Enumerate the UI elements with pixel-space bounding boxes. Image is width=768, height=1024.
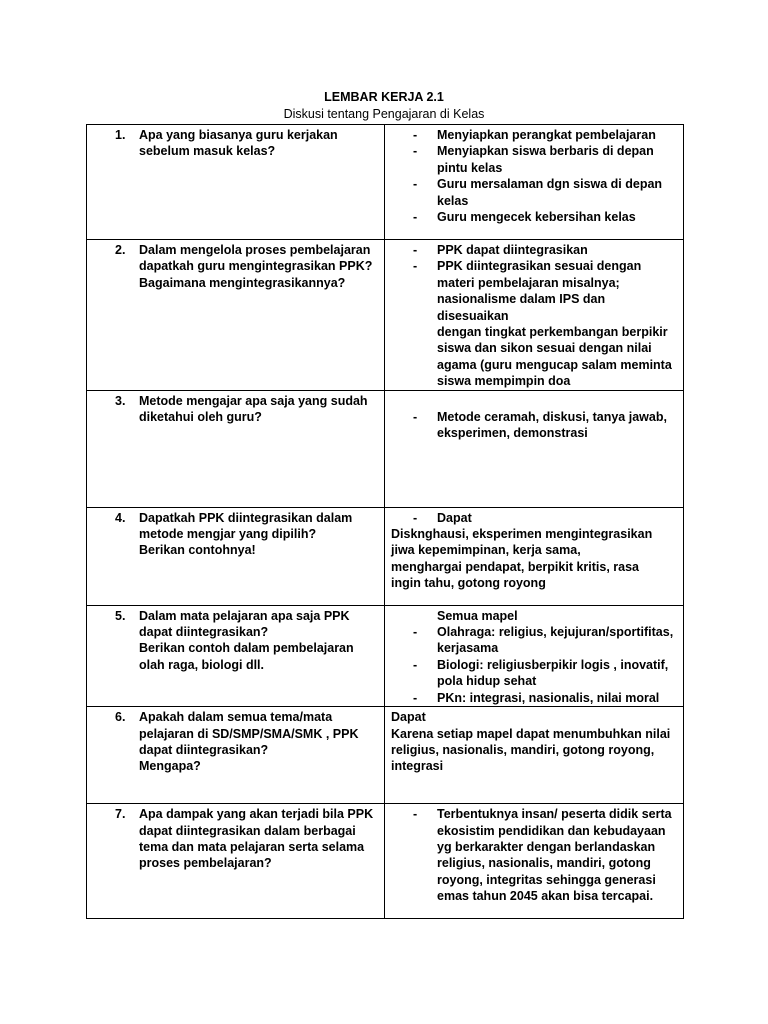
answer-cell — [385, 390, 684, 507]
answer-bullet — [391, 176, 677, 209]
question-number: 6. — [115, 710, 126, 725]
question-text-line: sebelum masuk kelas? — [139, 144, 276, 159]
bullet-dash: - — [413, 657, 418, 672]
answer-bullet — [391, 127, 677, 143]
question-cell — [87, 707, 385, 804]
answer-cell — [385, 125, 684, 240]
answer-text-line: nasionalisme dalam IPS dan disesuaikan — [437, 292, 606, 323]
discussion-table — [86, 124, 684, 919]
answer-text-line: Menyiapkan perangkat pembelajaran — [437, 128, 656, 142]
question-text-line: Dalam mengelola proses pembelajaran — [139, 243, 371, 257]
table-row — [87, 507, 684, 605]
bullet-dash: - — [413, 144, 418, 159]
question-cell — [87, 125, 385, 240]
answer-cell — [385, 707, 684, 804]
answer-text-line: Metode ceramah, diskusi, tanya jawab, — [437, 409, 667, 424]
question-cell — [87, 240, 385, 391]
answer-cell — [385, 507, 684, 605]
question-text-line: Dapatkah PPK diintegrasikan dalam — [139, 510, 353, 525]
question-text-line: tema dan mata pelajaran serta selama — [139, 839, 365, 854]
question-number: 2. — [115, 243, 126, 257]
answer-text-line: Olahraga: religius, kejujuran/sportifitas, — [437, 625, 674, 640]
question-text-line: pelajaran di SD/SMP/SMA/SMK , PPK — [139, 726, 359, 741]
table-row — [87, 125, 684, 240]
question-number: 4. — [115, 510, 126, 525]
bullet-dash: - — [413, 259, 418, 274]
bullet-dash: - — [413, 409, 418, 424]
answer-cell — [385, 605, 684, 706]
question-cell — [87, 804, 385, 919]
question-text-line: dapat diintegrasikan? — [139, 742, 269, 757]
answer-text-line: PPK dapat diintegrasikan — [437, 243, 588, 257]
question-text-line: dapat diintegrasikan? — [139, 625, 269, 640]
answer-text-line: menghargai pendapat, berpikit kritis, rasa — [391, 559, 639, 574]
answer-text-line: integrasi — [391, 759, 444, 774]
answer-cell — [385, 804, 684, 919]
answer-text-line: Terbentuknya insan/ peserta didik serta — [437, 807, 672, 822]
answer-text-line: religius, nasionalis, mandiri, gotong royong, — [391, 742, 655, 757]
answer-text-line: kelas — [437, 193, 469, 208]
bullet-dash: - — [413, 690, 418, 705]
answer-text-line: jiwa kepemimpinan, kerja sama, — [391, 543, 581, 558]
answer-text-line: Menyiapkan siswa berbaris di depan — [437, 144, 654, 159]
question-text-line: diketahui oleh guru? — [139, 410, 262, 425]
bullet-dash: - — [413, 128, 418, 142]
discussion-table-body — [87, 125, 684, 919]
answer-text-line: Diskngh​ausi, eksperimen mengintegrasikan — [391, 527, 653, 542]
question-text-line: Berikan contohnya! — [139, 543, 256, 558]
table-row — [87, 707, 684, 804]
question-cell — [87, 507, 385, 605]
answer-text-line: Karena setiap mapel dapat menumbuhkan nilai — [391, 726, 671, 741]
question-text-line: Apa dampak yang akan terjadi bila PPK — [139, 807, 374, 822]
worksheet-title: LEMBAR KERJA 2.1 — [324, 90, 444, 104]
question-text-line: proses pembelajaran? — [139, 856, 272, 871]
answer-text-line: siswa mempimpin doa — [437, 374, 571, 389]
bullet-dash: - — [413, 510, 418, 525]
answer-text-line: dengan tingkat perkembangan berpikir — [437, 325, 668, 340]
answer-intro: Semua mapel — [437, 608, 518, 623]
bullet-dash: - — [413, 243, 418, 257]
bullet-dash: - — [413, 625, 418, 640]
question-text-line: Dalam mata pelajaran apa saja PPK — [139, 608, 350, 623]
question-text-line: Mengapa? — [139, 759, 201, 774]
table-row — [87, 240, 684, 391]
question-number: 5. — [115, 608, 126, 623]
answer-text-line: Dapat — [437, 510, 472, 525]
answer-bullet — [391, 409, 677, 442]
answer-text-line: ingin tahu, gotong royong — [391, 576, 546, 591]
answer-cell — [385, 240, 684, 391]
answer-bullet — [391, 806, 677, 904]
answer-text-line: PPK diintegrasikan sesuai dengan — [437, 259, 642, 274]
question-text-line: olah raga, biologi dll. — [139, 657, 265, 672]
question-text-line: dapatkah guru mengintegrasikan PPK? — [139, 259, 373, 274]
answer-text-line: kerjasama — [437, 641, 499, 656]
question-text-line: metode mengjar yang dipilih? — [139, 527, 317, 542]
question-text-line: Metode mengajar apa saja yang sudah — [139, 393, 368, 408]
answer-text-line: pola hidup sehat — [437, 674, 537, 689]
answer-text-line: PKn: integrasi, nasionalis, nilai moral — [437, 690, 660, 705]
answer-text-line: siswa dan sikon sesuai dengan nilai — [437, 341, 652, 356]
answer-bullet — [391, 143, 677, 176]
answer-bullet — [391, 258, 677, 389]
answer-text-line: eksperimen, demonstrasi — [437, 426, 588, 441]
bullet-dash: - — [413, 177, 418, 192]
question-cell — [87, 390, 385, 507]
question-text-line: Berikan contoh dalam pembelajaran — [139, 641, 354, 656]
question-text-line: Apakah dalam semua tema/mata — [139, 710, 333, 725]
answer-text-line: royong, integritas sehingga generasi — [437, 872, 656, 887]
answer-text-line: Guru mersalaman dgn siswa di depan — [437, 177, 663, 192]
answer-text-line: agama (guru mengucap salam meminta — [437, 357, 672, 372]
answer-text-line: Dapat — [391, 710, 426, 725]
question-cell — [87, 605, 385, 706]
answer-bullet — [391, 510, 677, 526]
answer-bullet — [391, 209, 677, 225]
worksheet-subtitle: Diskusi tentang Pengajaran di Kelas — [283, 107, 485, 121]
question-text-line: dapat diintegrasikan dalam berbagai — [139, 823, 356, 838]
answer-text-line: pintu kelas — [437, 160, 503, 175]
question-text-line: Bagaimana mengintegrasikannya? — [139, 275, 346, 290]
answer-text-line: Biologi: religiusberpikir logis , inovatif, — [437, 657, 669, 672]
answer-bullet — [391, 657, 677, 690]
question-number: 1. — [115, 128, 126, 142]
answer-bullet — [391, 624, 677, 657]
answer-bullet — [391, 690, 677, 706]
answer-text-line: Guru mengecek kebersihan kelas — [437, 210, 636, 225]
answer-text-line: materi pembelajaran misalnya; — [437, 275, 620, 290]
question-number: 3. — [115, 393, 126, 408]
answer-text-line: emas tahun 2045 akan bisa tercapai. — [437, 889, 654, 904]
bullet-dash: - — [413, 807, 418, 822]
table-row — [87, 605, 684, 706]
question-text-line: Apa yang biasanya guru kerjakan — [139, 128, 338, 142]
question-number: 7. — [115, 807, 126, 822]
answer-bullet — [391, 242, 677, 258]
bullet-dash: - — [413, 210, 418, 225]
table-row — [87, 390, 684, 507]
table-row — [87, 804, 684, 919]
answer-text-line: yg berkarakter dengan berlandaskan — [437, 839, 656, 854]
answer-text-line: religius, nasionalis, mandiri, gotong — [437, 856, 651, 871]
answer-text-line: ekosistim pendidikan dan kebudayaan — [437, 823, 666, 838]
